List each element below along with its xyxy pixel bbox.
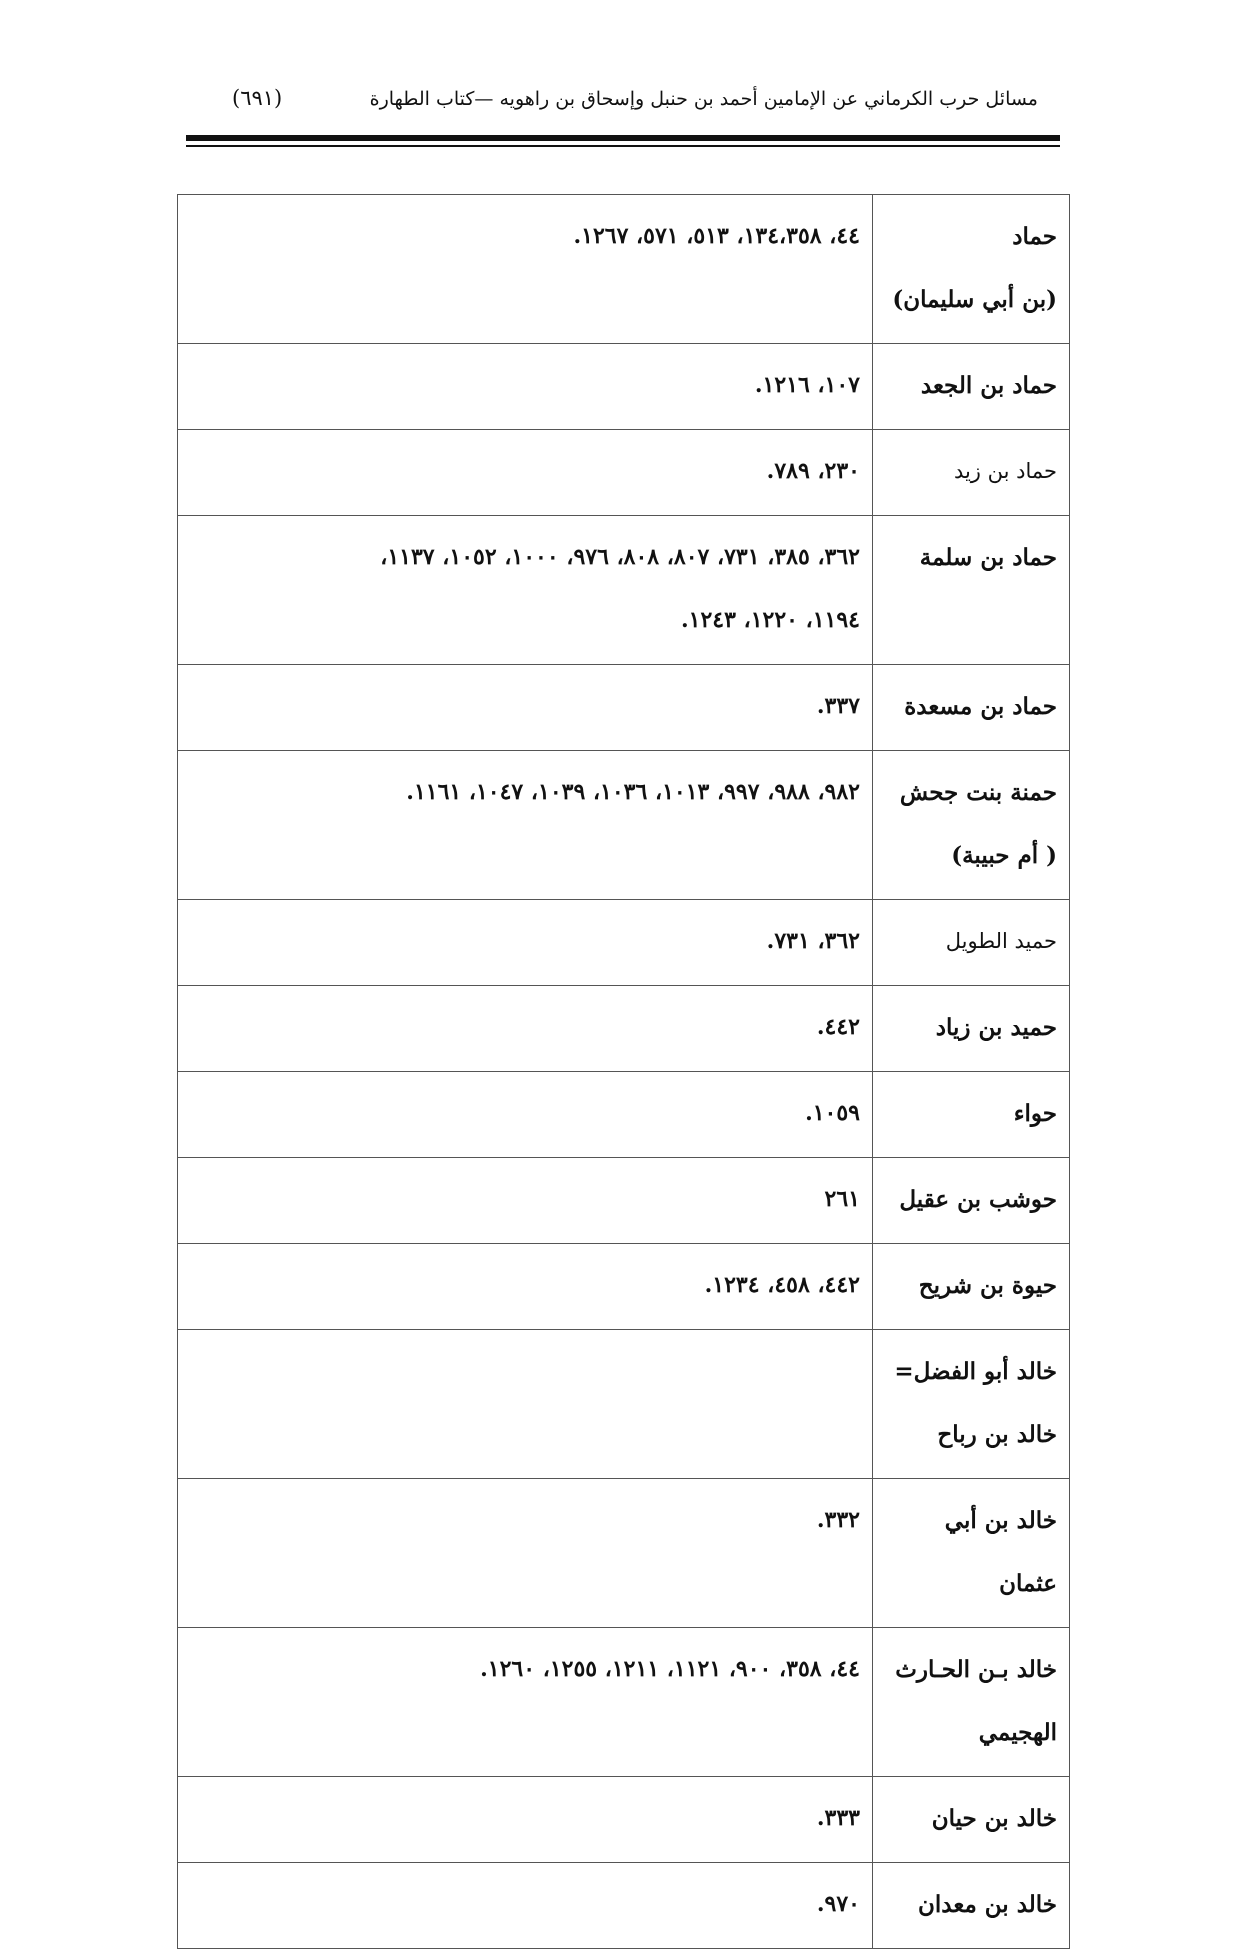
page-references-cell: [178, 900, 873, 986]
narrator-name-cell: [873, 1628, 1070, 1777]
page-references: ٤٤، ٣٥٨، ٩٠٠، ١١٢١، ١٢١١، ١٢٥٥، ١٢٦٠.: [480, 1656, 860, 1682]
index-table: [177, 194, 1070, 1949]
index-row: [178, 1777, 1070, 1863]
narrator-name: خالد بن أبي عثمان: [944, 1507, 1057, 1597]
narrator-name: حماد: [1012, 223, 1057, 250]
page-references-cell: [178, 665, 873, 751]
index-row: [178, 751, 1070, 900]
page-references: ١١٩٤، ١٢٢٠، ١٢٤٣.: [681, 607, 860, 633]
index-row: [178, 1479, 1070, 1628]
header-rule-thick: [186, 135, 1060, 141]
narrator-name: (بن أبي سليمان): [892, 286, 1057, 313]
narrator-name-cell: [873, 1479, 1070, 1628]
page-references: ٣٣٣.: [816, 1805, 860, 1831]
page-references-cell: [178, 751, 873, 900]
page-references: ١٠٧، ١٢١٦.: [754, 372, 860, 398]
narrator-name: حميد بن زياد: [935, 1014, 1057, 1041]
page-references-cell: [178, 986, 873, 1072]
index-row: [178, 430, 1070, 516]
narrator-name: خالد بن حيان: [931, 1805, 1057, 1832]
narrator-name: حواء: [1013, 1100, 1057, 1127]
narrator-name-cell: [873, 1244, 1070, 1330]
narrator-name-cell: [873, 195, 1070, 344]
narrator-name-cell: [873, 751, 1070, 900]
page-references: ٣٦٢، ٧٣١.: [766, 928, 860, 954]
index-row: [178, 195, 1070, 344]
narrator-name: ( أم حبيبة): [951, 842, 1057, 869]
page-references: ٤٤٢، ٤٥٨، ١٢٣٤.: [704, 1272, 860, 1298]
narrator-name-cell: [873, 900, 1070, 986]
narrator-name: حميد الطويل: [945, 929, 1057, 953]
narrator-name-cell: [873, 516, 1070, 665]
page-references: ٣٣٧.: [816, 693, 860, 719]
running-header: [232, 84, 1038, 124]
index-row: [178, 516, 1070, 665]
page-references-cell: [178, 344, 873, 430]
narrator-name: خالد بـن الحـارث: [895, 1656, 1057, 1683]
narrator-name: حماد بن سلمة: [919, 544, 1057, 571]
narrator-name: خالد بن معدان: [918, 1891, 1057, 1918]
page-references: ٩٨٢، ٩٨٨، ٩٩٧، ١٠١٣، ١٠٣٦، ١٠٣٩، ١٠٤٧، ١١٦١.: [406, 779, 860, 805]
narrator-name-cell: [873, 665, 1070, 751]
index-row: [178, 1330, 1070, 1479]
page-references-cell: [178, 430, 873, 516]
page-references-cell: [178, 1244, 873, 1330]
index-row: [178, 986, 1070, 1072]
narrator-name: حيوة بن شريح: [918, 1272, 1057, 1299]
narrator-name-cell: [873, 344, 1070, 430]
narrator-name-cell: [873, 1330, 1070, 1479]
index-row: [178, 1072, 1070, 1158]
page-references-cell: [178, 516, 873, 665]
page-references: ٣٣٢.: [816, 1507, 860, 1533]
index-row: [178, 665, 1070, 751]
page-references-cell: [178, 1479, 873, 1628]
index-row: [178, 1244, 1070, 1330]
index-table-body: [178, 195, 1070, 1949]
narrator-name: خالد أبو الفضل=: [894, 1358, 1057, 1385]
narrator-name-cell: [873, 986, 1070, 1072]
page-references: ٩٧٠.: [816, 1891, 860, 1917]
page-references: ٤٤٢.: [816, 1014, 860, 1040]
narrator-name-cell: [873, 1777, 1070, 1863]
narrator-name: حماد بن مسعدة: [904, 693, 1057, 720]
narrator-name: حماد بن الجعد: [920, 372, 1057, 399]
narrator-name: حماد بن زيد: [953, 459, 1057, 483]
narrator-name: الهجيمي: [978, 1719, 1057, 1746]
narrator-name: خالد بن رباح: [937, 1421, 1057, 1448]
narrator-name: حمنة بنت جحش: [899, 779, 1057, 806]
narrator-name-cell: [873, 1158, 1070, 1244]
page-references-cell: [178, 1330, 873, 1479]
book-title: مسائل حرب الكرماني عن الإمامين أحمد بن حنبل وإسحاق بن راهويه —كتاب الطهارة: [369, 88, 1038, 110]
index-row: [178, 344, 1070, 430]
page-references-cell: [178, 1777, 873, 1863]
index-row: [178, 1158, 1070, 1244]
page-references: ١٠٥٩.: [805, 1100, 860, 1126]
page-number: (٦٩١): [232, 86, 283, 110]
index-row: [178, 900, 1070, 986]
narrator-name: حوشب بن عقيل: [899, 1186, 1057, 1213]
header-rule-thin: [186, 145, 1060, 147]
page-references-cell: [178, 1628, 873, 1777]
narrator-name-cell: [873, 430, 1070, 516]
page-references: ٣٦٢، ٣٨٥، ٧٣١، ٨٠٧، ٨٠٨، ٩٧٦، ١٠٠٠، ١٠٥٢، ١١٣٧،: [380, 544, 860, 570]
page-references-cell: [178, 1072, 873, 1158]
narrator-name-cell: [873, 1072, 1070, 1158]
page-references-cell: [178, 195, 873, 344]
page-references-cell: [178, 1158, 873, 1244]
page-references: ٢٣٠، ٧٨٩.: [766, 458, 860, 484]
index-row: [178, 1628, 1070, 1777]
page-references-cell: [178, 1863, 873, 1949]
narrator-name-cell: [873, 1863, 1070, 1949]
page-references: ٢٦١: [824, 1186, 860, 1212]
page-references: ٤٤، ١٣٤،٣٥٨، ٥١٣، ٥٧١، ١٢٦٧.: [573, 223, 860, 249]
index-row: [178, 1863, 1070, 1949]
